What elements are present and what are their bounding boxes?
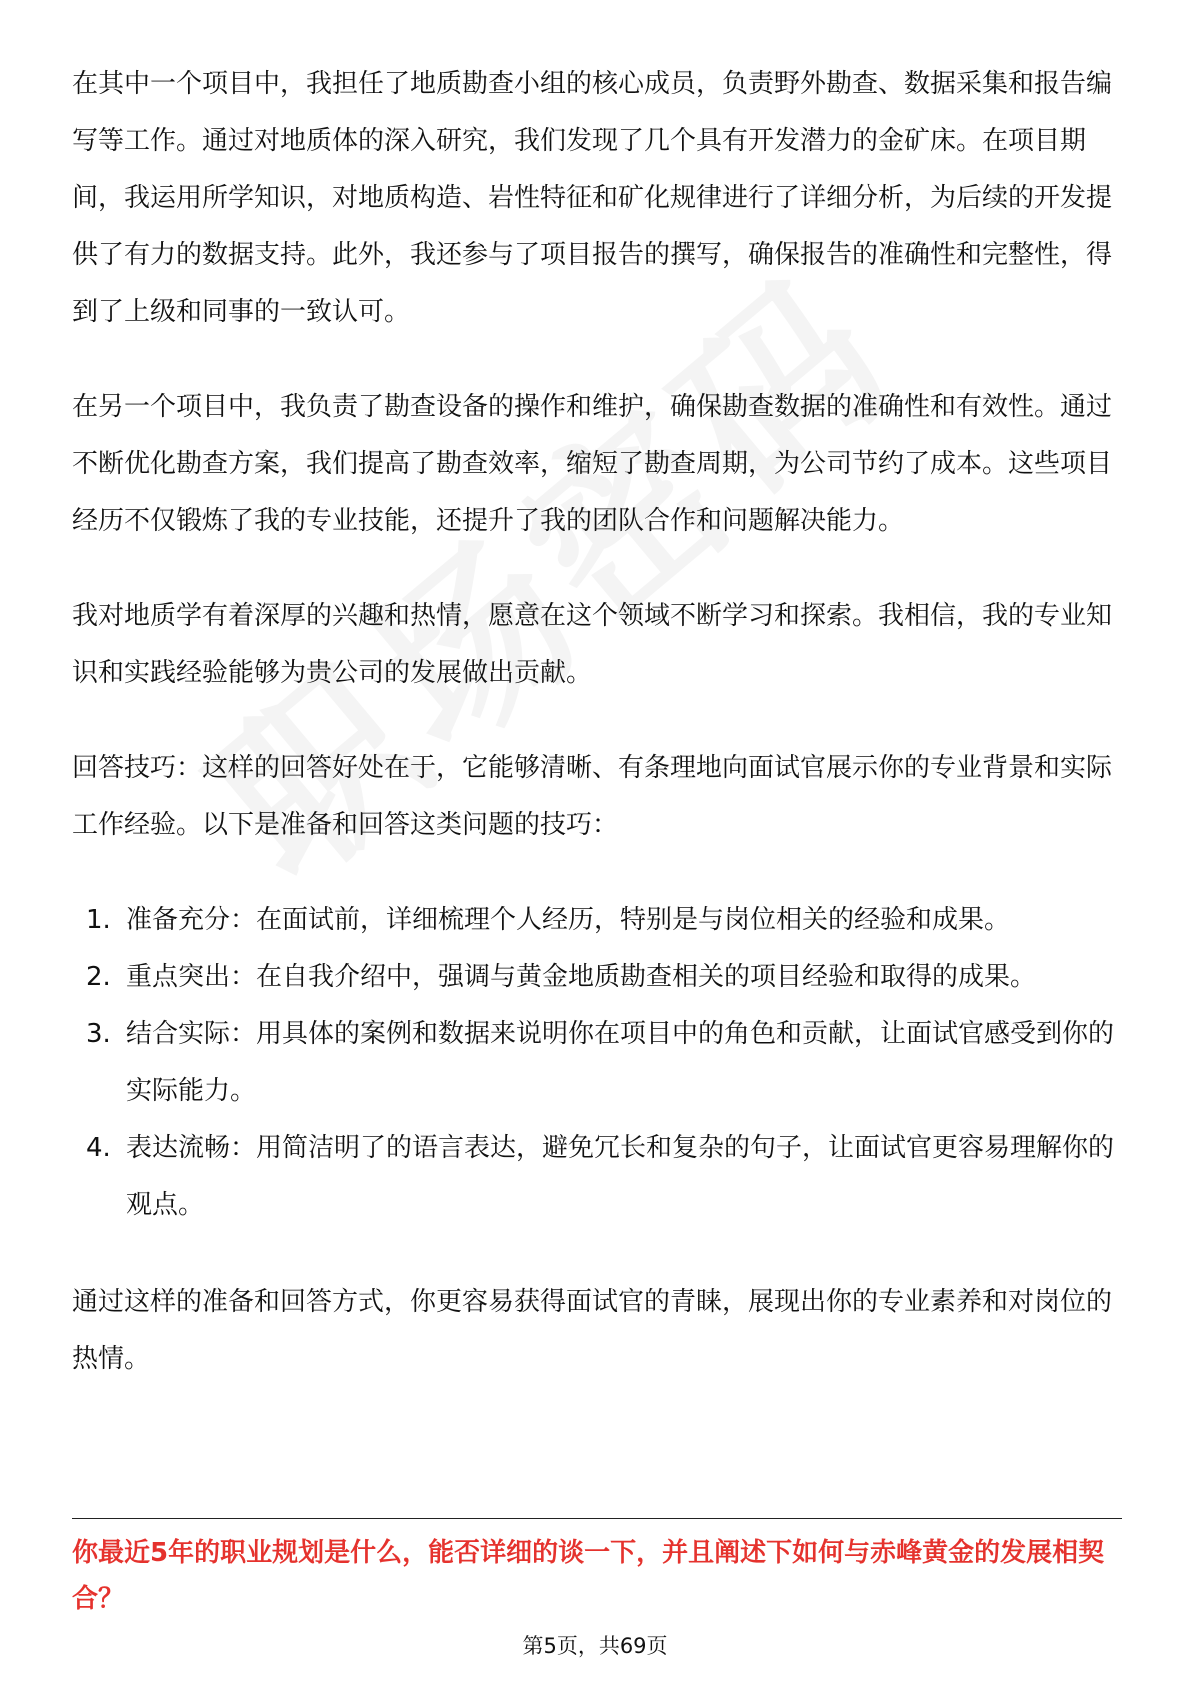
interview-question: 你最近5年的职业规划是什么，能否详细的谈一下，并且阐述下如何与赤峰黄金的发展相契合？ [72,1538,1105,1614]
list-item [72,892,1122,949]
list-item [72,1120,1122,1234]
tips-list [72,892,1122,1234]
document-body [72,56,1122,1426]
page-number: 第5页，共69页 [522,1634,668,1658]
list-item-text: 结合实际：用具体的案例和数据来说明你在项目中的角色和贡献，让面试官感受到你的实际能力。 [126,1019,1115,1106]
list-item-number: 1. [86,905,111,935]
list-item-number: 2. [86,962,111,992]
list-item-number: 4. [86,1133,111,1163]
paragraph-answer-tips: 回答技巧：这样的回答好处在于，它能够清晰、有条理地向面试官展示你的专业背景和实际工作经验。以下是准备和回答这类问题的技巧： [72,753,1113,840]
list-item-number: 3. [86,1019,111,1049]
list-item [72,1006,1122,1120]
list-item [72,949,1122,1006]
list-item-text: 准备充分：在面试前，详细梳理个人经历，特别是与岗位相关的经验和成果。 [126,905,1011,935]
paragraph-project-2: 在另一个项目中，我负责了勘查设备的操作和维护，确保勘查数据的准确性和有效性。通过不断优化勘查方案，我们提高了勘查效率，缩短了勘查周期，为公司节约了成本。这些项目经历不仅锻炼了我的专业技能，还提升了我的团队合作和问题解决能力。 [72,392,1113,536]
paragraph-interest: 我对地质学有着深厚的兴趣和热情，愿意在这个领域不断学习和探索。我相信，我的专业知识和实践经验能够为贵公司的发展做出贡献。 [72,601,1113,688]
list-item-text: 表达流畅：用简洁明了的语言表达，避免冗长和复杂的句子，让面试官更容易理解你的观点。 [126,1133,1115,1220]
paragraph-project-1: 在其中一个项目中，我担任了地质勘查小组的核心成员，负责野外勘查、数据采集和报告编写等工作。通过对地质体的深入研究，我们发现了几个具有开发潜力的金矿床。在项目期间，我运用所学知识，对地质构造、岩性特征和矿化规律进行了详细分析，为后续的开发提供了有力的数据支持。此外，我还参与了项目报告的撰写，确保报告的准确性和完整性，得到了上级和同事的一致认可。 [72,69,1113,327]
paragraph-closing: 通过这样的准备和回答方式，你更容易获得面试官的青睐，展现出你的专业素养和对岗位的热情。 [72,1287,1113,1374]
list-item-text: 重点突出：在自我介绍中，强调与黄金地质勘查相关的项目经验和取得的成果。 [126,962,1037,992]
section-divider [72,1518,1122,1519]
